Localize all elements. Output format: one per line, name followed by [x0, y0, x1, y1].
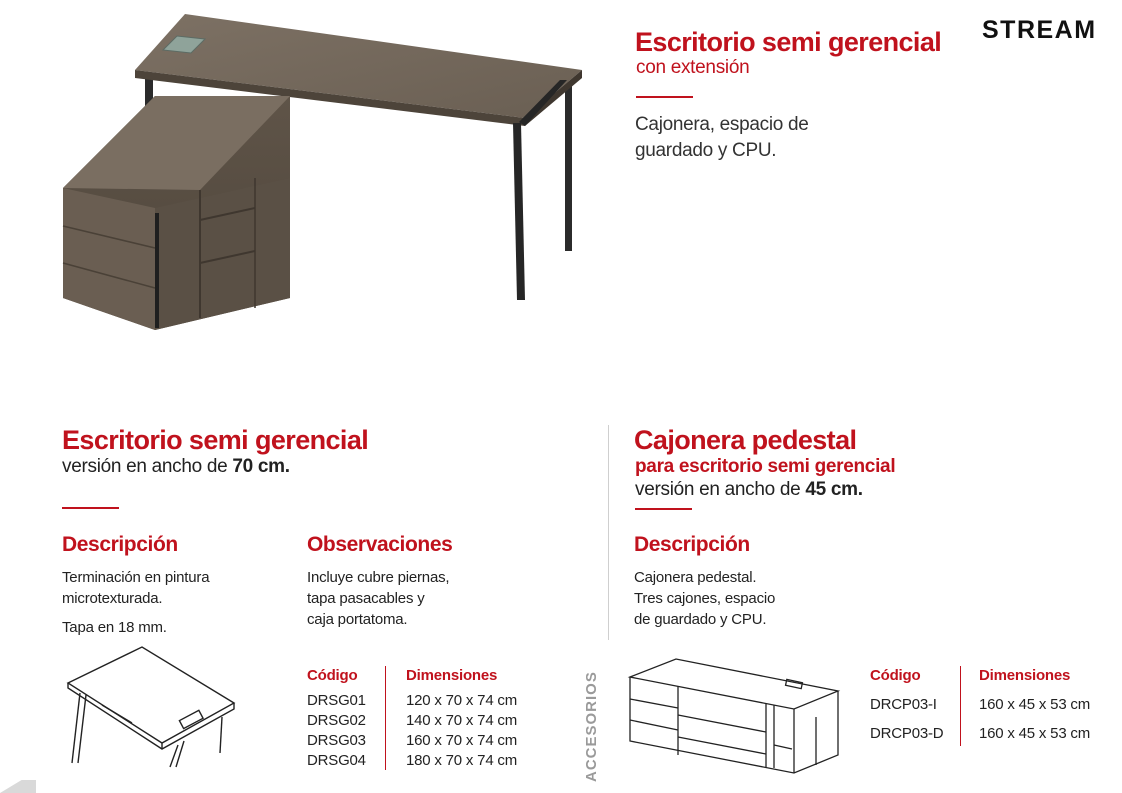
- column-separator: [608, 425, 609, 640]
- left-description: [62, 567, 209, 638]
- right-description-heading: Descripción: [634, 533, 750, 556]
- side-tab-accessories: ACCESORIOS: [583, 671, 600, 782]
- obs-line: Incluye cubre piernas,: [307, 569, 450, 586]
- hero-description: [635, 112, 809, 164]
- right-dims-column: [979, 690, 1090, 748]
- table-cell-dims: 160 x 70 x 74 cm: [406, 732, 518, 749]
- table-cell-dims: 140 x 70 x 74 cm: [406, 712, 518, 729]
- table-cell-code: DRCP03-I: [870, 696, 937, 713]
- left-description-heading: Descripción: [62, 533, 178, 556]
- left-title: Escritorio semi gerencial: [62, 425, 369, 455]
- desc-line: microtexturada.: [62, 590, 163, 607]
- left-dimensions-header: Dimensiones: [406, 667, 498, 684]
- pedestal-line-drawing: [626, 655, 841, 775]
- left-code-header: Código: [307, 667, 358, 684]
- right-title: Cajonera pedestal: [634, 425, 857, 455]
- left-code-column: [307, 691, 366, 771]
- right-subtitle-prefix: versión en ancho de: [635, 479, 806, 500]
- right-description: [634, 567, 775, 630]
- table-cell-dims: 180 x 70 x 74 cm: [406, 752, 518, 769]
- brand-logo: STREAM: [982, 16, 1097, 44]
- left-subtitle-prefix: versión en ancho de: [62, 456, 233, 477]
- desc-line: Tapa en 18 mm.: [62, 619, 167, 636]
- hero-desc-line: guardado y CPU.: [635, 140, 777, 161]
- left-divider: [62, 507, 119, 509]
- table-cell-code: DRSG03: [307, 732, 366, 749]
- left-table-divider: [385, 666, 386, 770]
- observations: [307, 567, 449, 630]
- observations-heading: Observaciones: [307, 533, 453, 556]
- table-cell-code: DRCP03-D: [870, 725, 944, 742]
- desk-line-drawing: [62, 645, 242, 770]
- hero-desc-line: Cajonera, espacio de: [635, 114, 809, 135]
- obs-line: tapa pasacables y: [307, 590, 425, 607]
- left-dims-column: [406, 691, 517, 771]
- hero-divider: [636, 96, 693, 98]
- table-cell-code: DRSG02: [307, 712, 366, 729]
- desc-line: Cajonera pedestal.: [634, 569, 757, 586]
- right-subtitle-width: 45 cm.: [805, 479, 863, 500]
- hero-title: Escritorio semi gerencial: [635, 27, 942, 57]
- right-table-divider: [960, 666, 961, 746]
- left-subtitle-width: 70 cm.: [232, 456, 290, 477]
- obs-line: caja portatoma.: [307, 611, 408, 628]
- right-code-header: Código: [870, 667, 921, 684]
- right-subtitle-red: para escritorio semi gerencial: [635, 456, 896, 477]
- page-corner-mark: [0, 780, 36, 793]
- right-divider: [635, 508, 692, 510]
- table-cell-dims: 160 x 45 x 53 cm: [979, 725, 1091, 742]
- product-image-desk-with-extension: [55, 8, 595, 338]
- left-subtitle: [62, 456, 290, 477]
- desc-line: Terminación en pintura: [62, 569, 210, 586]
- right-dimensions-header: Dimensiones: [979, 667, 1071, 684]
- desc-line: Tres cajones, espacio: [634, 590, 776, 607]
- table-cell-dims: 120 x 70 x 74 cm: [406, 692, 518, 709]
- hero-subtitle: con extensión: [636, 57, 750, 78]
- table-cell-code: DRSG01: [307, 692, 366, 709]
- right-code-column: [870, 690, 943, 748]
- table-cell-code: DRSG04: [307, 752, 366, 769]
- right-subtitle: [635, 479, 863, 500]
- table-cell-dims: 160 x 45 x 53 cm: [979, 696, 1091, 713]
- desc-line: de guardado y CPU.: [634, 611, 767, 628]
